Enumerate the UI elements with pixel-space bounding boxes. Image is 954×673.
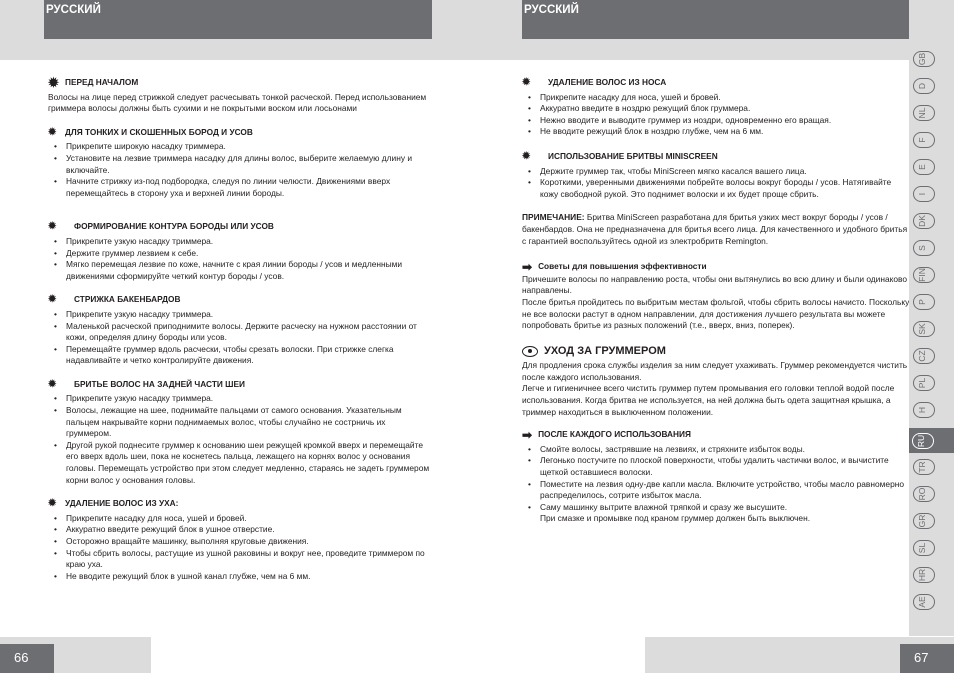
list-item: • Поместите на лезвия одну-две капли масла. Включите устройство, чтобы масло равномерно распределилось, сотрите избыток масла. bbox=[528, 479, 910, 502]
tips-paragraph: После бритья пройдитесь по выбритым местам фольгой, чтобы сбрить волосы начисто. Поскольку не все волоски растут в одном направлении, для достижения лучшего результата вы можете попробовать бритье из разных положений (т.е., вверх, вниз, поперек). bbox=[522, 296, 910, 331]
arrow-right-icon: ➡ bbox=[522, 428, 533, 443]
bullet-list bbox=[54, 309, 432, 367]
tab-gr[interactable]: GR bbox=[915, 510, 933, 532]
after-note: При смазке и промывке под краном груммер должен быть выключен. bbox=[540, 513, 811, 524]
bullet-list bbox=[54, 236, 432, 282]
section-title: ✹ ИСПОЛЬЗОВАНИЕ БРИТВЫ MINISCREEN bbox=[522, 150, 718, 162]
sun-icon: ✹ bbox=[48, 294, 57, 306]
tab-i[interactable]: I bbox=[915, 183, 933, 205]
section-title: ➡ ПОСЛЕ КАЖДОГО ИСПОЛЬЗОВАНИЯ bbox=[522, 428, 691, 443]
tab-tr[interactable]: TR bbox=[915, 456, 933, 478]
list-item: • Держите груммер так, чтобы MiniScreen мягко касался вашего лица. bbox=[528, 166, 910, 178]
tab-fin[interactable]: FIN bbox=[915, 264, 933, 286]
right-page bbox=[477, 0, 954, 673]
list-item: • Чтобы сбрить волосы, растущие из ушной раковины и вокруг нее, проведите триммером по краю уха. bbox=[54, 548, 432, 571]
tab-d[interactable]: D bbox=[915, 75, 933, 97]
list-item: • Прикрепите узкую насадку триммера. bbox=[54, 309, 432, 321]
intro-paragraph: Волосы на лице перед стрижкой следует расчесывать тонкой расческой. Перед использованием гриммера волосы должны быть сухими и не покрытыми воском или лосьонами bbox=[48, 91, 427, 114]
tab-nl[interactable]: NL bbox=[915, 102, 933, 124]
tab-ae[interactable]: AE bbox=[915, 591, 933, 613]
list-item: • Легонько постучите по плоской поверхности, чтобы удалить частички волос, и вычистите щеткой оставшиеся волоски. bbox=[528, 455, 910, 478]
tab-e[interactable]: E bbox=[915, 156, 933, 178]
tab-dk[interactable]: DK bbox=[915, 210, 933, 232]
section-title: ✹ СТРИЖКА БАКЕНБАРДОВ bbox=[48, 294, 181, 306]
section-title: ✹ БРИТЬЕ ВОЛОС НА ЗАДНЕЙ ЧАСТИ ШЕИ bbox=[48, 378, 245, 390]
section-title: ✹ УДАЛЕНИЕ ВОЛОС ИЗ НОСА bbox=[522, 76, 667, 88]
list-item: • Смойте волосы, застрявшие на лезвиях, и стряхните избыток воды. bbox=[528, 444, 910, 456]
tab-h[interactable]: H bbox=[915, 399, 933, 421]
list-item: • Прикрепите насадку для носа, ушей и бровей. bbox=[54, 513, 432, 525]
list-item: • Прикрепите широкую насадку триммера. bbox=[54, 141, 432, 153]
tips-paragraph: Причешите волосы по направлению роста, чтобы они вытянулись во всю длину и были одинаково направлены. bbox=[522, 273, 908, 296]
tab-ru[interactable]: RU bbox=[909, 428, 954, 453]
page-number: 66 bbox=[0, 644, 54, 673]
list-item: • Прикрепите узкую насадку триммера. bbox=[54, 393, 432, 405]
list-item: • Маленькой расческой приподнимите волосы. Держите расческу на нужном расстоянии от кожи, определяя длину бороды или усов. bbox=[54, 321, 432, 344]
tab-hr[interactable]: HR bbox=[915, 564, 933, 586]
list-item: • Нежно вводите и выводите груммер из ноздри, одновременно его вращая. bbox=[528, 115, 910, 127]
section-title: ✹ УДАЛЕНИЕ ВОЛОС ИЗ УХА: bbox=[48, 498, 179, 510]
left-content bbox=[48, 74, 432, 582]
list-item: • Установите на лезвие триммера насадку для длины волос, выберите желаемую длину и включайте. bbox=[54, 153, 432, 176]
care-title: УХОД ЗА ГРУММЕРОМ bbox=[522, 346, 910, 358]
tab-f[interactable]: F bbox=[915, 129, 933, 151]
list-item: • Аккуратно введите режущий блок в ушное отверстие. bbox=[54, 524, 432, 536]
page-header: РУССКИЙ bbox=[522, 0, 909, 39]
list-item: • Перемещайте груммер вдоль расчески, чтобы срезать волоски. При стрижке слегка надавливайте и четко контролируйте движения. bbox=[54, 344, 432, 367]
bullet-list bbox=[528, 444, 910, 514]
tab-gb[interactable]: GB bbox=[915, 48, 933, 70]
list-item: • Короткими, уверенными движениями побрейте волосы вокруг бороды / усов. Натягивайте кожу свободной рукой. Это поднимет волоски и их будет проще сбрить. bbox=[528, 177, 910, 200]
list-item: • Начните стрижку из-под подбородка, следуя по линии челюсти. Движениями вверх перемещайтесь в сторону уха и верхней линии бороды. bbox=[54, 176, 432, 199]
list-item: • Не вводите режущий блок в ноздрю глубже, чем на 6 мм. bbox=[528, 126, 910, 138]
list-item: • Держите груммер лезвием к себе. bbox=[54, 248, 432, 260]
sun-icon: ✹ bbox=[48, 74, 59, 90]
list-item: • Саму машинку вытрите влажной тряпкой и сразу же высушите. bbox=[528, 502, 910, 514]
list-item: • Прикрепите узкую насадку триммера. bbox=[54, 236, 432, 248]
care-paragraph: Легче и гигиеничнее всего чистить груммер путем промывания его головки теплой водой после использования. Когда бритва не используется, на ней должна быть одета защитная крышка, а триммер находиться в выключенном положении. bbox=[522, 383, 895, 417]
bullet-list bbox=[54, 393, 432, 486]
note-paragraph: ПРИМЕЧАНИЕ: Бритва MiniScreen разработана для бритья узких мест вокруг бороды / усов / бакенбардов. Она не предназначена для бритья всего лица. Для качественного и удобного бритья с гарантией воспользуйтесь одной из электробритв Remington. bbox=[522, 212, 908, 246]
sun-icon: ✹ bbox=[48, 498, 57, 510]
page-number: 67 bbox=[900, 644, 954, 673]
list-item: • Осторожно вращайте машинку, выполняя круговые движения. bbox=[54, 536, 432, 548]
list-item: • Прикрепите насадку для носа, ушей и бровей. bbox=[528, 92, 910, 104]
bullet-list bbox=[54, 513, 432, 583]
tab-s[interactable]: S bbox=[915, 237, 933, 259]
list-item: • Другой рукой поднесите груммер к основанию шеи режущей кромкой вверх и перемещайте его вверх вдоль шеи, пока не коснетесь пальца, лежащего на корнях волос у основания головы. Перемещать устройство при этом следует медленно, стараясь не задеть груммером корни волос у основания головы. bbox=[54, 440, 432, 486]
list-item: • Аккуратно введите в ноздрю режущий блок груммера. bbox=[528, 103, 910, 115]
section-title: ✹ ПЕРЕД НАЧАЛОМ bbox=[48, 74, 139, 90]
bullet-list bbox=[528, 92, 910, 138]
right-content bbox=[522, 77, 910, 525]
section-title: ✹ ДЛЯ ТОНКИХ И СКОШЕННЫХ БОРОД И УСОВ bbox=[48, 126, 253, 138]
bullet-list bbox=[54, 141, 432, 199]
tab-sk[interactable]: SK bbox=[915, 318, 933, 340]
page-header: РУССКИЙ bbox=[44, 0, 432, 39]
tab-pl[interactable]: PL bbox=[915, 372, 933, 394]
tab-ro[interactable]: RO bbox=[915, 483, 933, 505]
arrow-right-icon: ➡ bbox=[522, 259, 533, 274]
sun-icon: ✹ bbox=[48, 378, 57, 390]
language-tabs bbox=[909, 40, 954, 636]
section-title: ✹ ФОРМИРОВАНИЕ КОНТУРА БОРОДЫ ИЛИ УСОВ bbox=[48, 221, 274, 233]
sun-icon: ✹ bbox=[48, 126, 57, 138]
sun-icon: ✹ bbox=[522, 76, 531, 88]
list-item: • Волосы, лежащие на шее, поднимайте пальцами от самого основания. Указательным пальцем накрывайте корни поднимаемых волос, чтобы случайно не сострничь их груммером. bbox=[54, 405, 432, 440]
tab-sl[interactable]: SL bbox=[915, 537, 933, 559]
tab-p[interactable]: P bbox=[915, 291, 933, 313]
list-item: • Мягко перемещая лезвие по коже, начните с края линии бороды / усов и медленными движениями сформируйте четкий контур бороды / усов. bbox=[54, 259, 432, 282]
eye-icon bbox=[522, 346, 538, 357]
bullet-list bbox=[528, 166, 910, 201]
section-title: ➡ Советы для повышения эффективности bbox=[522, 259, 707, 274]
care-paragraph: Для продления срока службы изделия за ним следует ухаживать. Груммер рекомендуется чистить после каждого использования. bbox=[522, 360, 908, 382]
sun-icon: ✹ bbox=[48, 221, 57, 233]
sun-icon: ✹ bbox=[522, 150, 531, 162]
tab-cz[interactable]: CZ bbox=[915, 345, 933, 367]
list-item: • Не вводите режущий блок в ушной канал глубже, чем на 6 мм. bbox=[54, 571, 432, 583]
